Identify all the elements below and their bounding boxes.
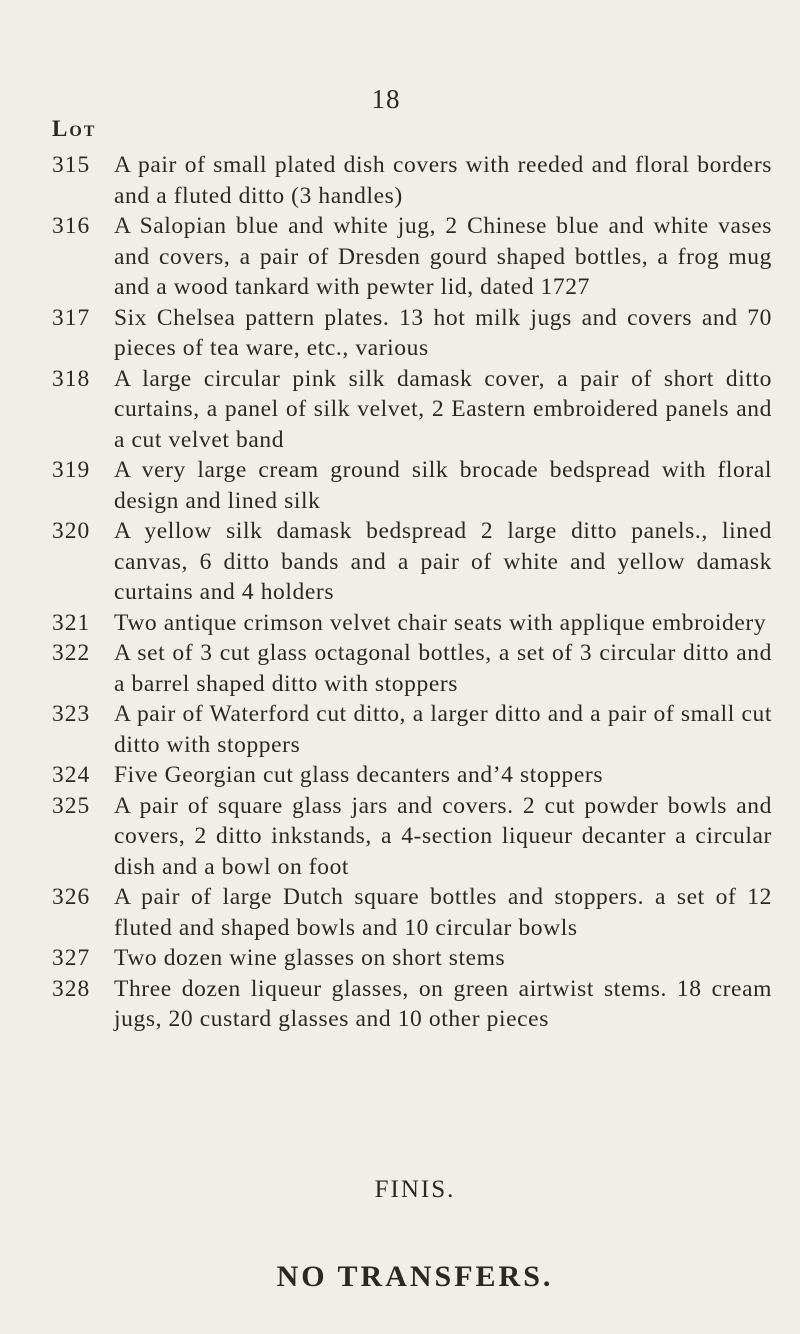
lot-number: 323	[52, 701, 91, 727]
lot-description: Five Georgian cut glass decanters and’4 stoppers	[114, 762, 604, 788]
lot-number: 318	[52, 365, 91, 392]
lot-entry	[52, 943, 772, 974]
no-transfers-notice: NO TRANSFERS.	[276, 1260, 554, 1293]
lot-entry	[52, 760, 772, 791]
lot-entry	[52, 882, 772, 943]
lot-entry	[52, 303, 772, 364]
lot-description: A pair of square glass jars and covers. 2 cut powder bowls and covers, 2 ditto inkstands, a 4-section liqueur decanter a circular dish and a bowl on foot	[114, 792, 772, 880]
page-number: 18	[371, 84, 401, 114]
lot-number: 324	[52, 762, 91, 788]
lot-description: A pair of small plated dish covers with reeded and floral borders and a fluted ditto (3 handles)	[114, 152, 772, 209]
lot-description: A pair of large Dutch square bottles and stoppers. a set of 12 fluted and shaped bowls and 10 circular bowls	[114, 884, 772, 941]
lot-description: Two dozen wine glasses on short stems	[114, 945, 506, 971]
lot-number: 327	[52, 945, 91, 971]
lot-description: Three dozen liqueur glasses, on green airtwist stems. 18 cream jugs, 20 custard glasses and 10 other pieces	[114, 975, 772, 1032]
lot-number: 316	[52, 213, 91, 239]
lot-number: 317	[52, 304, 91, 331]
lot-number: 321	[52, 609, 91, 636]
lot-entry	[52, 791, 772, 883]
lot-number: 320	[52, 518, 91, 544]
lot-entry	[52, 211, 772, 303]
lot-description: A large circular pink silk damask cover, a pair of short ditto curtains, a panel of silk velvet, 2 Eastern embroidered panels and a cut velvet band	[114, 365, 772, 453]
lot-number: 315	[52, 152, 91, 178]
lot-description: Two antique crimson velvet chair seats with applique embroidery	[114, 609, 767, 636]
lot-description: A set of 3 cut glass octagonal bottles, a set of 3 circular ditto and a barrel shaped ditto with stoppers	[114, 640, 772, 697]
lot-number: 326	[52, 884, 91, 910]
lot-entry	[52, 974, 772, 1035]
lot-description: A very large cream ground silk brocade bedspread with floral design and lined silk	[114, 457, 772, 514]
lot-description: A Salopian blue and white jug, 2 Chinese blue and white vases and covers, a pair of Dresden gourd shaped bottles, a frog mug and a wood tankard with pewter lid, dated 1727	[114, 213, 772, 300]
lot-entry	[52, 516, 772, 608]
lot-number: 328	[52, 975, 91, 1002]
lot-entry	[52, 608, 772, 639]
lot-column-heading: Lot	[52, 116, 97, 141]
lot-description: A yellow silk damask bedspread 2 large ditto panels., lined canvas, 6 ditto bands and a pair of white and yellow damask curtains and 4 holders	[114, 518, 772, 605]
lot-number: 319	[52, 457, 91, 483]
lot-entry	[52, 638, 772, 699]
lot-entry	[52, 150, 772, 211]
lot-description: Six Chelsea pattern plates. 13 hot milk jugs and covers and 70 pieces of tea ware, etc., various	[114, 304, 772, 361]
finis-heading: FINIS.	[374, 1176, 456, 1203]
lot-description: A pair of Waterford cut ditto, a larger ditto and a pair of small cut ditto with stoppers	[114, 701, 772, 758]
lot-entry	[52, 455, 772, 516]
lot-number: 325	[52, 792, 91, 819]
lot-entry	[52, 364, 772, 456]
lot-entry	[52, 699, 772, 760]
lot-number: 322	[52, 640, 91, 666]
lot-list	[52, 150, 772, 1035]
